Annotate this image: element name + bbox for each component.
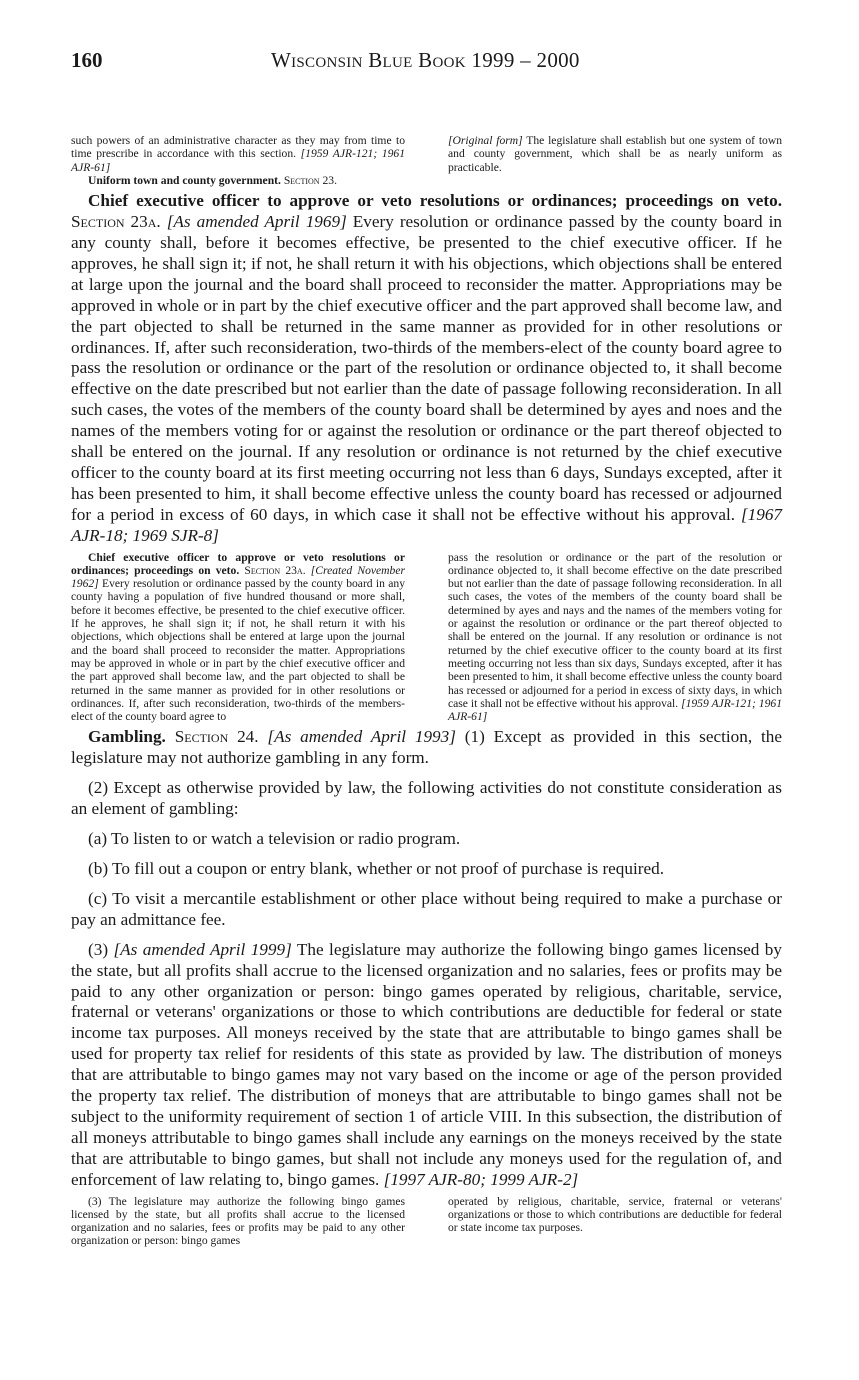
- top-left-column: [71, 134, 405, 187]
- page-header: [71, 44, 782, 80]
- sec23-title: Uniform town and county government.: [88, 173, 281, 187]
- top-two-column: [71, 134, 782, 187]
- sec23-heading: [71, 174, 405, 187]
- sec23a-original-two-column: [71, 551, 782, 724]
- sec22-citation: [1959 AJR-121; 1961 AJR-61]: [71, 147, 405, 174]
- sec24-tag: [As amended April 1993]: [267, 727, 456, 747]
- sec23a-orig-citation: [1959 AJR-121; 1961 AJR-61]: [448, 696, 782, 724]
- sec24-label: Section 24.: [174, 727, 259, 747]
- sec24-p3-body: The legislature may authorize the following bingo games licensed by the state, but all profits shall accrue to the licensed organization and no salaries, fees or profits may be paid to any other organization or person: bingo games operated by religious, charitable, service, fraternal or veterans' organizations or those to which contributions are deductible for federal or state income tax purposes. All moneys received by the state that are attributable to bingo games shall be used for property tax relief for residents of this state as provided by law. The distribution of moneys that are attributable to bingo games may not vary based on the income or age of the person provided the property tax relief. The distribution of moneys that are attributable to bingo games shall not be subject to the uniformity requirement of section 1 of article VIII. In this subsection, the distribution of all moneys attributable to bingo games shall include any earnings on the moneys received by the state that are attributable to bingo games, but shall not include any moneys used for the regulation of, and enforcement of law relating to, bingo games.: [71, 939, 782, 1189]
- sec23a-citation: [1967 AJR-18; 1969 SJR-8]: [71, 504, 783, 545]
- footnote-right-text: operated by religious, charitable, service, fraternal or veterans' organizations or those to which contributions are deductible for federal or state income tax purposes.: [448, 1194, 782, 1235]
- sec24-p3-lead: (3): [88, 939, 109, 959]
- sec24-para-1: [71, 727, 782, 769]
- sec23-label: Section 23.: [283, 173, 337, 187]
- sec24-para-2: (2) Except as otherwise provided by law, the following activities do not constitute consideration as an element of gambling:: [71, 778, 782, 819]
- sec23a-body: Every resolution or ordinance passed by the county board in any county shall, before it becomes effective, be presented to the chief executive officer. If he approves, he shall sign it; if not, he shall return it with his objections, which objections shall be entered at large upon the journal and the board shall proceed to reconsider the matter. Appropriations may be approved in whole or in part by the chief executive officer and the part approved shall become law, and the part objected to shall be returned in the same manner as provided for in other resolutions or ordinances. If, after such reconsideration, two-thirds of the members-elect of the county board agree to pass the resolution or ordinance or the part of the resolution or ordinance objected to, it shall become effective on the date prescribed but not earlier than the date of passage following reconsideration. In all such cases, the votes of the members of the county board shall be determined by ayes and noes and the names of the members voting for or against the resolution or ordinance or the part thereof objected to shall be entered on the journal. If any resolution or ordinance is not returned by the chief executive officer to the county board at its first meeting occurring not less than 6 days, Sundays excepted, after it has been presented to him, it shall become effective unless the county board has recessed or adjourned for a period in excess of 60 days, in which case it shall not be effective without his approval.: [71, 212, 783, 524]
- sec22-tail: [71, 134, 405, 174]
- sec24-p3-tag: [As amended April 1999]: [113, 939, 292, 959]
- sec23a-orig-heading: Chief executive officer to approve or veto resolutions or ordinances; proceedings on veto.: [71, 550, 405, 577]
- sec23a-orig-tag: [Created November 1962]: [71, 563, 405, 591]
- sec23a-original-right: [448, 551, 782, 724]
- sec24-p1: (1) Except as provided in this section, the legislature may not authorize gambling in any form.: [71, 727, 783, 768]
- footnote-two-column: [71, 1195, 782, 1248]
- sec23-body: [448, 134, 782, 174]
- sec23a-amended: [71, 191, 782, 546]
- sec24-heading: Gambling.: [88, 727, 166, 747]
- sec23-tag: [Original form]: [448, 134, 523, 147]
- sec24: [71, 727, 782, 1190]
- sec23a-orig-body-left: Every resolution or ordinance passed by the county board in any county having a population of five hundred thousand or more shall, before it becomes effective, be presented to the chief executive officer. If he approves, he shall sign it; if not, he shall return it with his objections, which objections shall be entered at large upon the journal and the board shall proceed to reconsider the matter. Appropriations may be approved in whole or in part by the chief executive officer and the part approved shall become law, and the part objected to shall be returned in the same manner as provided for in other resolutions or ordinances. If, after such reconsideration, two-thirds of the members-elect of the county board agree to: [71, 577, 405, 724]
- footnote-left-text: (3) The legislature may authorize the following bingo games licensed by the state, but all profits shall accrue to the licensed organization and no salaries, fees or profits may be paid to any other organization or person: bingo games: [71, 1194, 405, 1248]
- sec24-item-c: (c) To visit a mercantile establishment or other place without being required to make a purchase or pay an admittance fee.: [71, 888, 782, 929]
- running-title: Wisconsin Blue Book 1999 – 2000: [271, 48, 580, 72]
- sec23a-original-left: [71, 551, 405, 724]
- sec24-p3-citation: [1997 AJR-80; 1999 AJR-2]: [383, 1169, 579, 1189]
- sec22-text: such powers of an administrative character as they may from time to time prescribe in accordance with this section.: [71, 134, 405, 161]
- sec23a-orig-label: Section 23a.: [244, 563, 306, 577]
- top-right-column: [448, 134, 782, 187]
- page-number: 160: [71, 48, 103, 72]
- page: [71, 44, 782, 1248]
- sec23a-tag: [As amended April 1969]: [166, 212, 347, 232]
- sec23a-orig-body-right: pass the resolution or ordinance or the part of the resolution or ordinance objected to, it shall become effective on the date prescribed but not earlier than the date of passage following reconsideration. In all such cases, the votes of the members of the county board shall be determined by ayes and nays and the names of the members voting for or against the resolution or ordinance or the part thereof objected to shall be entered on the journal. If any resolution or ordinance is not returned by the chief executive officer to the county board at its first meeting occurring not less than six days, Sundays excepted, after it has been presented to him, it shall become effective unless the county board has recessed or adjourned for a period in excess of sixty days, in which case it shall not be effective without his approval.: [448, 550, 782, 710]
- sec24-item-a: (a) To listen to or watch a television or radio program.: [88, 829, 461, 849]
- footnote-right: [448, 1195, 782, 1248]
- sec23a-heading: Chief executive officer to approve or veto resolutions or ordinances; proceedings on veto.: [88, 191, 782, 211]
- sec23-text: The legislature shall establish but one system of town and county government, which shall be as nearly uniform as practicable.: [448, 134, 783, 174]
- footnote-left: [71, 1195, 405, 1248]
- sec23a-label: Section 23a.: [71, 212, 161, 232]
- sec24-para-3: [71, 940, 782, 1191]
- sec24-item-b: (b) To fill out a coupon or entry blank, whether or not proof of purchase is required.: [88, 858, 665, 878]
